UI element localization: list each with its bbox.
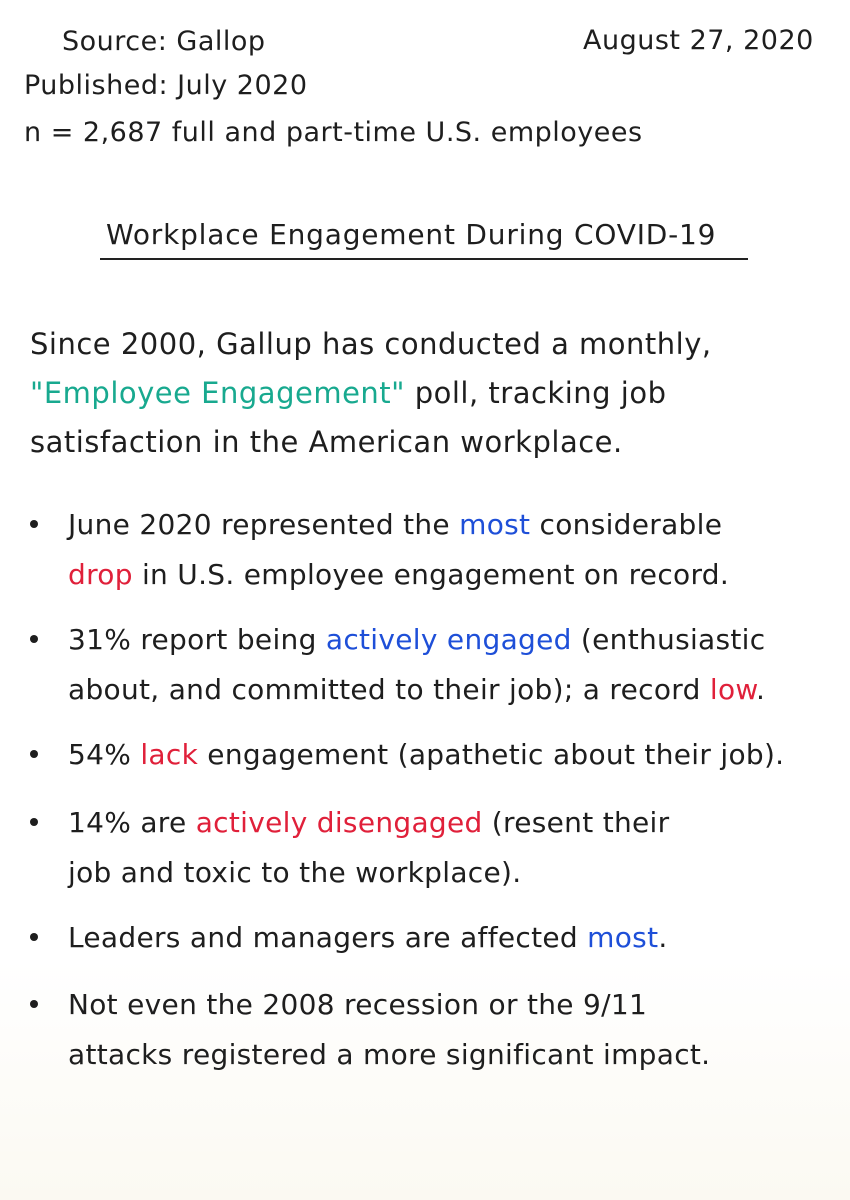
employee-engagement-highlight: "Employee Engagement" — [30, 376, 405, 410]
bullet-text: (enthusiastic — [571, 623, 766, 656]
intro-line-1: Since 2000, Gallup has conducted a monthly, — [30, 327, 712, 361]
title-underline — [100, 258, 748, 260]
intro-line-2-rest: poll, tracking job — [405, 376, 667, 410]
highlight-drop: drop — [68, 558, 133, 591]
bullet-text: . — [756, 673, 766, 706]
bullet-line — [68, 665, 838, 715]
highlight-actively-disengaged: actively disengaged — [195, 806, 483, 839]
highlight-low: low — [709, 673, 757, 706]
bullet-line: job and toxic to the workplace). — [68, 856, 522, 889]
sample-size-text: n = 2,687 full and part-time U.S. employees — [24, 117, 643, 148]
date-text: August 27, 2020 — [583, 25, 814, 56]
bullet-text: . — [658, 921, 668, 954]
highlight-most: most — [587, 921, 659, 954]
bullet-line — [68, 798, 838, 848]
bullet-dot-icon — [30, 933, 38, 941]
published-text: Published: July 2020 — [24, 70, 308, 101]
bullet-text: 14% are — [68, 806, 196, 839]
bullet-text: engagement (apathetic about their job). — [198, 738, 785, 771]
bullet-text: about, and committed to their job); a record — [68, 673, 710, 706]
bullet-line — [68, 913, 838, 963]
bullet-dot-icon — [30, 1000, 38, 1008]
bullet-text: 31% report being — [68, 623, 326, 656]
highlight-lack: lack — [140, 738, 199, 771]
bullet-line — [68, 615, 838, 665]
highlight-most: most — [459, 508, 531, 541]
bullet-dot-icon — [30, 818, 38, 826]
bullet-text: June 2020 represented the — [68, 508, 460, 541]
bullet-line — [68, 730, 838, 780]
highlight-actively-engaged: actively engaged — [325, 623, 572, 656]
bullet-text: 54% — [68, 738, 141, 771]
intro-paragraph — [30, 320, 820, 467]
bullet-line: Not even the 2008 recession or the 9/11 — [68, 988, 648, 1021]
page-title: Workplace Engagement During COVID-19 — [106, 218, 717, 251]
bullet-line — [68, 550, 838, 600]
bullet-dot-icon — [30, 520, 38, 528]
bullet-line: attacks registered a more significant impact. — [68, 1038, 711, 1071]
bullet-line — [68, 500, 838, 550]
bullet-dot-icon — [30, 635, 38, 643]
bullet-text: considerable — [530, 508, 723, 541]
bullet-dot-icon — [30, 750, 38, 758]
bullet-text: Leaders and managers are affected — [68, 921, 588, 954]
intro-line-2 — [30, 369, 820, 418]
intro-line-3: satisfaction in the American workplace. — [30, 425, 623, 459]
source-text: Source: Gallop — [62, 26, 266, 57]
bullet-text: (resent their — [482, 806, 670, 839]
bullet-text: in U.S. employee engagement on record. — [132, 558, 730, 591]
